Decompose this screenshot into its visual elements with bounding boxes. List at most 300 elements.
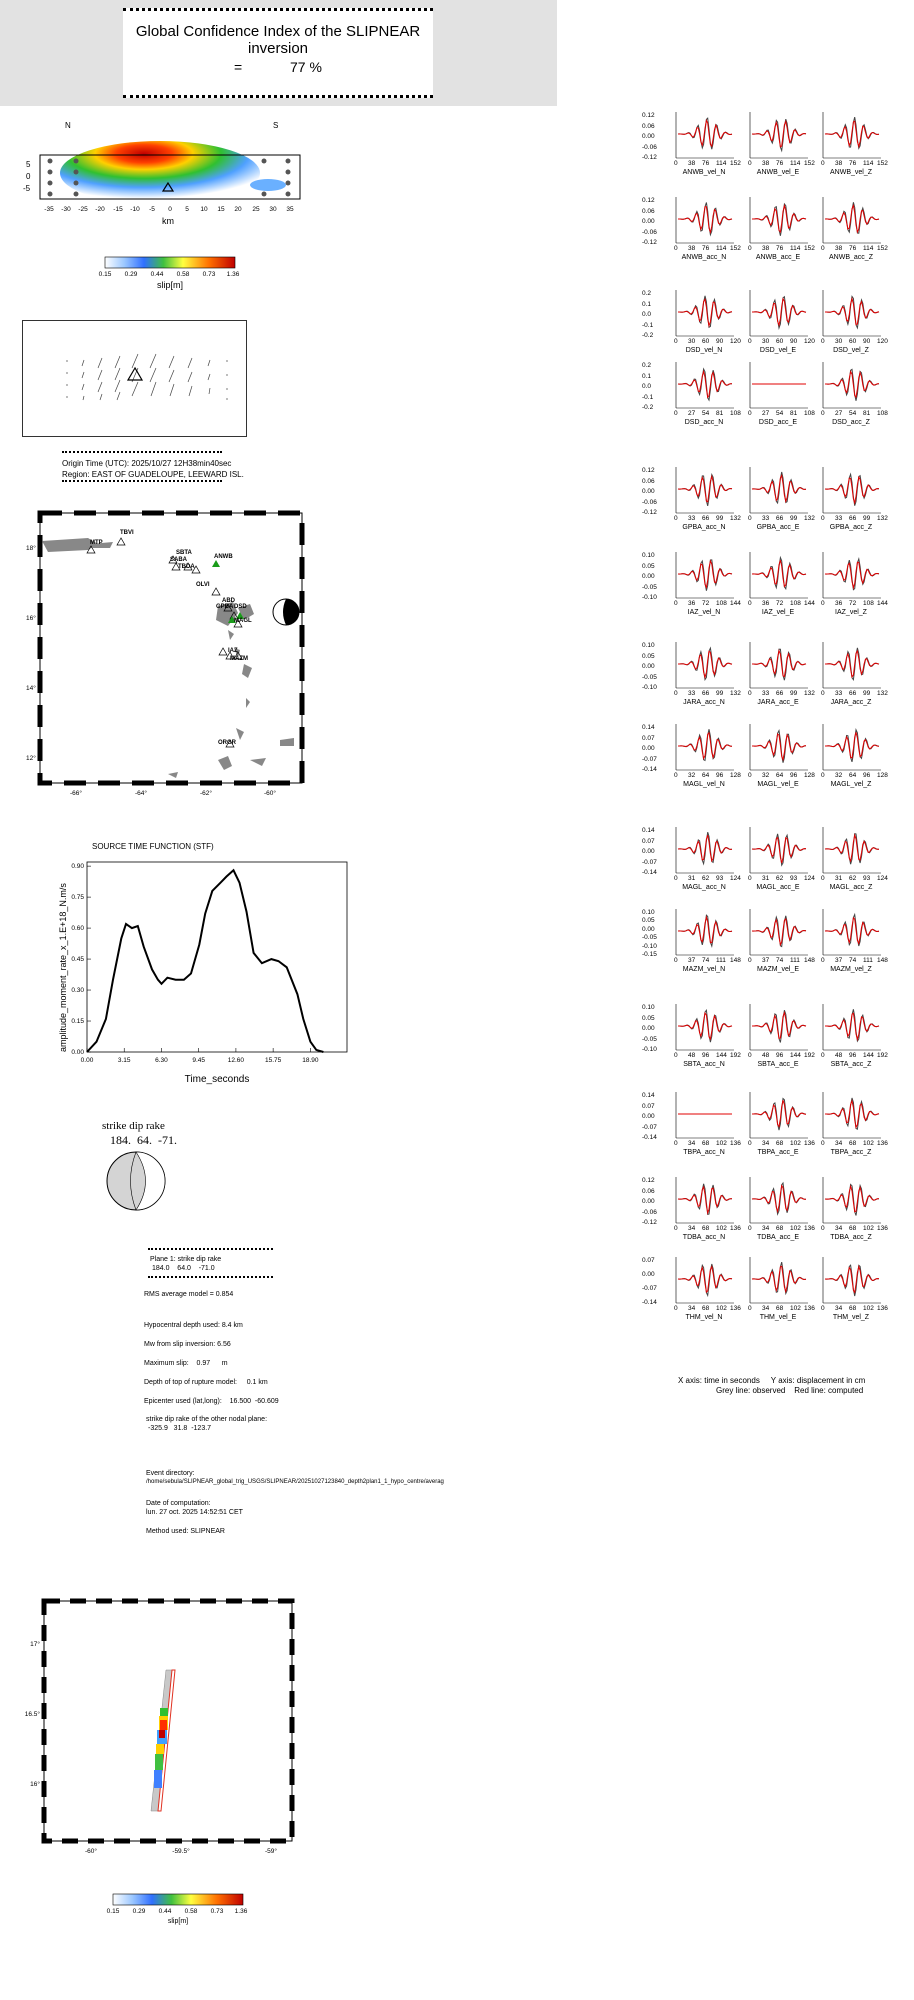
origin-time: Origin Time (UTC): 2025/10/27 12H38min40sec xyxy=(62,459,232,468)
waveform-xtick: 54 xyxy=(702,410,710,417)
waveform-xtick: 0 xyxy=(748,160,752,167)
method-used: Method used: SLIPNEAR xyxy=(146,1528,225,1535)
svg-text:MAZM: MAZM xyxy=(230,656,248,662)
waveform-ytick: 0.06 xyxy=(642,122,655,130)
waveform-label: MAZM_vel_Z xyxy=(830,966,872,973)
waveform-ytick: -0.1 xyxy=(642,321,654,329)
svg-text:-66°: -66° xyxy=(70,790,82,797)
waveform-xtick: 0 xyxy=(821,875,825,882)
svg-text:-5: -5 xyxy=(23,184,31,193)
svg-text:25: 25 xyxy=(252,206,260,213)
waveform-ytick: 0.14 xyxy=(642,827,655,834)
computed-trace xyxy=(752,299,806,325)
waveform-xtick: 114 xyxy=(863,160,874,167)
svg-text:-62°: -62° xyxy=(200,790,212,797)
waveform-xtick: 74 xyxy=(702,957,710,964)
waveform-xtick: 114 xyxy=(790,245,801,252)
slip-colorbar xyxy=(100,255,250,295)
waveform-label: MAGL_acc_E xyxy=(756,884,800,891)
svg-text:20: 20 xyxy=(234,206,242,213)
waveform-label: IAZ_vel_Z xyxy=(835,609,867,616)
waveform-xtick: 0 xyxy=(674,1225,678,1232)
waveform-xtick: 0 xyxy=(674,600,678,607)
waveform-label: GPBA_acc_N xyxy=(682,524,726,531)
slip-map-south-label: S xyxy=(273,121,279,130)
waveform-xtick: 102 xyxy=(790,1140,801,1147)
waveform-xtick: 90 xyxy=(790,338,798,345)
svg-text:1.36: 1.36 xyxy=(234,1908,248,1915)
waveform-ytick: 0.00 xyxy=(642,488,655,495)
svg-text:10: 10 xyxy=(200,206,208,213)
waveform-xtick: 148 xyxy=(730,957,741,964)
waveform-xtick: 192 xyxy=(730,1052,741,1059)
waveform-ytick: -0.10 xyxy=(642,594,657,601)
waveform-xtick: 99 xyxy=(790,515,798,522)
computed-trace xyxy=(678,733,732,759)
computed-trace xyxy=(678,651,732,677)
svg-text:IAZ: IAZ xyxy=(228,648,238,654)
waveform-xtick: 0 xyxy=(674,690,678,697)
waveform-xtick: 0 xyxy=(748,957,752,964)
waveform-ytick: 0.05 xyxy=(642,562,655,570)
waveform-panel xyxy=(674,110,736,160)
computed-trace xyxy=(752,1266,806,1291)
svg-text:MTP: MTP xyxy=(90,540,103,546)
waveform-ytick: -0.12 xyxy=(642,509,657,516)
stf-xlabel: Time_seconds xyxy=(184,1074,250,1085)
waveform-ytick: -0.14 xyxy=(642,1134,657,1141)
waveform-ytick: 0.00 xyxy=(642,1198,655,1205)
waveform-xtick: 90 xyxy=(863,338,871,345)
waveform-label: SBTA_acc_E xyxy=(757,1061,799,1068)
waveform-xtick: 0 xyxy=(748,690,752,697)
waveform-ytick: -0.06 xyxy=(642,1208,657,1216)
stf-xtick-label: 12.60 xyxy=(227,1057,245,1064)
waveform-panel xyxy=(748,550,810,600)
waveform-label: ANWB_vel_N xyxy=(682,169,726,176)
other-plane-label: strike dip rake of the other nodal plane: xyxy=(146,1416,268,1423)
svg-text:0.58: 0.58 xyxy=(176,271,190,278)
waveform-xtick: 36 xyxy=(835,600,843,607)
svg-text:16°: 16° xyxy=(30,1781,40,1788)
waveform-ytick: 0.0 xyxy=(642,383,652,390)
waveform-xtick: 192 xyxy=(877,1052,888,1059)
waveform-xtick: 102 xyxy=(790,1225,801,1232)
svg-text:-35: -35 xyxy=(44,206,54,213)
waveform-xtick: 152 xyxy=(877,160,888,167)
waveform-xtick: 152 xyxy=(877,245,888,252)
waveform-panel xyxy=(748,360,810,410)
waveform-xtick: 144 xyxy=(716,1052,727,1059)
waveform-xtick: 120 xyxy=(877,338,888,345)
computed-trace xyxy=(752,734,806,760)
waveform-xtick: 144 xyxy=(804,600,815,607)
waveform-xtick: 0 xyxy=(674,1140,678,1147)
waveform-xtick: 38 xyxy=(688,245,696,252)
svg-text:-20: -20 xyxy=(95,206,105,213)
mw-value: Mw from slip inversion: 6.56 xyxy=(144,1341,231,1348)
waveform-ytick: 0.00 xyxy=(642,1271,655,1278)
waveform-ytick: 0.07 xyxy=(642,734,655,742)
waveform-ytick: 0.00 xyxy=(642,745,655,752)
waveform-xtick: 64 xyxy=(849,772,857,779)
waveform-xtick: 114 xyxy=(716,245,727,252)
waveform-label: THM_vel_Z xyxy=(832,1314,870,1321)
waveform-xtick: 0 xyxy=(674,1052,678,1059)
waveform-xtick: 74 xyxy=(776,957,784,964)
waveform-xtick: 76 xyxy=(849,160,857,167)
svg-text:5: 5 xyxy=(185,206,189,213)
waveform-panel xyxy=(674,825,736,875)
waveform-label: JARA_acc_N xyxy=(683,699,725,706)
waveform-ytick: 0.10 xyxy=(642,909,655,916)
waveform-xtick: 152 xyxy=(804,160,815,167)
waveform-ytick: -0.07 xyxy=(642,755,657,763)
waveform-xtick: 76 xyxy=(776,245,784,252)
waveform-ytick: 0.10 xyxy=(642,642,655,649)
waveform-xtick: 102 xyxy=(863,1225,874,1232)
waveform-panel xyxy=(674,640,736,690)
svg-text:0.73: 0.73 xyxy=(202,271,216,278)
mechanism-values: 184. 64. -71. xyxy=(110,1133,177,1147)
top-depth: Depth of top of rupture model: 0.1 km xyxy=(144,1379,268,1386)
waveform-xtick: 0 xyxy=(674,875,678,882)
svg-text:30: 30 xyxy=(269,206,277,213)
waveform-xtick: 64 xyxy=(702,772,710,779)
svg-text:OLVI: OLVI xyxy=(196,582,210,588)
waveform-label: DSD_vel_Z xyxy=(833,347,869,354)
waveform-xtick: 0 xyxy=(748,245,752,252)
waveform-label: MAGL_vel_Z xyxy=(830,781,872,788)
waveform-panel xyxy=(821,195,883,245)
computed-trace xyxy=(825,121,879,146)
waveform-xtick: 0 xyxy=(821,160,825,167)
waveform-ytick: -0.1 xyxy=(642,393,654,401)
waveform-label: MAGL_vel_N xyxy=(683,781,725,788)
waveform-xtick: 0 xyxy=(674,410,678,417)
waveform-label: MAGL_acc_Z xyxy=(829,884,873,891)
waveform-xtick: 68 xyxy=(776,1225,784,1232)
waveform-xtick: 34 xyxy=(688,1140,696,1147)
waveform-xtick: 0 xyxy=(821,1305,825,1312)
waveform-xtick: 132 xyxy=(804,515,815,522)
waveform-xtick: 27 xyxy=(688,410,696,417)
waveform-xtick: 136 xyxy=(804,1140,815,1147)
waveform-xtick: 120 xyxy=(730,338,741,345)
waveform-ytick: -0.05 xyxy=(642,1035,657,1043)
waveform-xtick: 99 xyxy=(790,690,798,697)
waveform-label: IAZ_vel_E xyxy=(761,609,795,616)
waveform-label: MAGL_vel_E xyxy=(757,781,799,788)
waveform-label: DSD_acc_Z xyxy=(832,419,870,426)
waveform-label: MAGL_acc_N xyxy=(682,884,726,891)
waveform-xtick: 114 xyxy=(790,160,801,167)
computed-trace xyxy=(678,372,732,398)
svg-text:0.29: 0.29 xyxy=(132,1908,146,1915)
waveform-ytick: -0.06 xyxy=(642,228,657,236)
waveform-ytick: 0.12 xyxy=(642,1177,655,1184)
waveform-ytick: 0.00 xyxy=(642,1113,655,1120)
waveform-panel xyxy=(674,195,736,245)
waveform-ytick: 0.07 xyxy=(642,837,655,845)
waveform-xtick: 68 xyxy=(776,1305,784,1312)
waveform-xtick: 38 xyxy=(762,245,770,252)
waveform-label: JARA_acc_E xyxy=(757,699,799,706)
waveform-ytick: 0.06 xyxy=(642,207,655,215)
waveform-xtick: 93 xyxy=(716,875,724,882)
waveform-xtick: 34 xyxy=(688,1305,696,1312)
fault-map xyxy=(18,1598,298,1860)
waveform-xtick: 0 xyxy=(748,338,752,345)
waveform-xtick: 0 xyxy=(821,957,825,964)
waveform-xtick: 66 xyxy=(702,690,710,697)
observed-trace xyxy=(752,649,806,680)
waveform-panel xyxy=(821,1002,883,1052)
waveform-label: DSD_acc_N xyxy=(684,419,724,426)
stf-plot-area xyxy=(87,862,347,1052)
waveform-ytick: 0.1 xyxy=(642,300,652,308)
waveform-ytick: -0.10 xyxy=(642,1046,657,1053)
waveform-ytick: 0.07 xyxy=(642,1102,655,1110)
computed-trace xyxy=(825,206,879,233)
waveform-xtick: 132 xyxy=(877,515,888,522)
waveform-xtick: 96 xyxy=(776,1052,784,1059)
waveform-panel xyxy=(821,722,883,772)
stf-title: SOURCE TIME FUNCTION (STF) xyxy=(92,842,214,851)
waveform-xtick: 72 xyxy=(702,600,710,607)
waveform-xtick: 81 xyxy=(863,410,871,417)
waveform-ytick: -0.06 xyxy=(642,498,657,506)
waveform-xtick: 74 xyxy=(849,957,857,964)
waveform-panel xyxy=(674,550,736,600)
stf-ylabel: amplitude_moment_rate_x_1.E+18_N.m/s xyxy=(58,883,68,1052)
waveform-xtick: 31 xyxy=(762,875,770,882)
waveform-ytick: 0.07 xyxy=(642,1257,655,1264)
waveform-label: MAZM_vel_E xyxy=(756,966,799,973)
svg-text:ABD: ABD xyxy=(222,598,235,604)
waveform-ytick: -0.14 xyxy=(642,766,657,773)
waveform-ytick: 0.06 xyxy=(642,1187,655,1195)
waveform-panel xyxy=(674,1255,736,1305)
waveform-label: ANWB_acc_Z xyxy=(829,254,873,261)
waveform-panel xyxy=(674,288,736,338)
waveform-xtick: 111 xyxy=(863,957,873,964)
stf-xtick-label: 3.15 xyxy=(117,1057,131,1064)
waveform-xtick: 34 xyxy=(688,1225,696,1232)
waveform-label: TDBA_acc_Z xyxy=(830,1234,872,1241)
waveform-label: TDBA_acc_E xyxy=(756,1234,800,1241)
waveform-ytick: -0.06 xyxy=(642,143,657,151)
slip-vector-map xyxy=(22,320,248,438)
waveform-xtick: 34 xyxy=(762,1305,770,1312)
date-value: lun. 27 oct. 2025 14:52:51 CET xyxy=(146,1509,243,1516)
waveform-ytick: -0.10 xyxy=(642,684,657,691)
waveform-xtick: 27 xyxy=(762,410,770,417)
waveform-xtick: 62 xyxy=(776,875,784,882)
waveform-xtick: 66 xyxy=(849,515,857,522)
waveform-panel xyxy=(821,465,883,515)
waveform-xtick: 108 xyxy=(863,600,874,607)
waveform-xtick: 33 xyxy=(762,690,770,697)
waveform-xtick: 76 xyxy=(702,245,710,252)
waveform-label: ANWB_vel_Z xyxy=(829,169,872,176)
waveform-panel xyxy=(674,1175,736,1225)
waveform-xtick: 0 xyxy=(821,772,825,779)
svg-text:-60°: -60° xyxy=(264,790,276,797)
waveform-xtick: 102 xyxy=(863,1140,874,1147)
waveform-xtick: 136 xyxy=(877,1225,888,1232)
waveform-xtick: 108 xyxy=(877,410,888,417)
epicenter: Epicenter used (lat,long): 16.500 -60.609 xyxy=(144,1398,279,1405)
hypocentral-depth: Hypocentral depth used: 8.4 km xyxy=(144,1322,243,1329)
waveform-xtick: 0 xyxy=(748,1305,752,1312)
waveform-ytick: 0.12 xyxy=(642,197,655,204)
waveform-xtick: 0 xyxy=(748,1225,752,1232)
waveform-ytick: 0.00 xyxy=(642,848,655,855)
waveform-xtick: 66 xyxy=(776,690,784,697)
computed-trace xyxy=(752,1186,806,1212)
waveform-xtick: 93 xyxy=(863,875,871,882)
waveform-panel xyxy=(674,722,736,772)
waveform-xtick: 102 xyxy=(863,1305,874,1312)
svg-text:0.15: 0.15 xyxy=(98,271,112,278)
waveform-xtick: 132 xyxy=(730,690,741,697)
plane1-header: Plane 1: strike dip rake xyxy=(150,1256,222,1263)
waveform-xtick: 96 xyxy=(716,772,724,779)
waveform-ytick: 0.14 xyxy=(642,1092,655,1099)
waveform-ytick: 0.00 xyxy=(642,1025,655,1032)
waveform-xtick: 111 xyxy=(790,957,800,964)
waveform-xtick: 68 xyxy=(849,1225,857,1232)
waveform-xtick: 60 xyxy=(849,338,857,345)
observed-trace xyxy=(678,369,732,400)
waveform-xtick: 31 xyxy=(688,875,696,882)
slip-map-north-label: N xyxy=(65,121,71,130)
waveform-xtick: 144 xyxy=(863,1052,874,1059)
waveform-xtick: 38 xyxy=(762,160,770,167)
date-label: Date of computation: xyxy=(146,1500,211,1507)
waveform-ytick: 0.05 xyxy=(642,917,655,925)
waveform-xtick: 0 xyxy=(748,1052,752,1059)
waveform-ytick: -0.07 xyxy=(642,1285,657,1292)
waveform-xtick: 32 xyxy=(835,772,843,779)
waveform-xtick: 37 xyxy=(688,957,696,964)
observed-trace xyxy=(825,1184,879,1215)
observed-trace xyxy=(752,1183,806,1214)
waveform-panel xyxy=(674,1002,736,1052)
waveform-xtick: 136 xyxy=(804,1305,815,1312)
waveform-panel xyxy=(821,1255,883,1305)
waveform-xtick: 90 xyxy=(716,338,724,345)
waveform-xtick: 54 xyxy=(776,410,784,417)
waveform-panel xyxy=(748,1175,810,1225)
computed-trace xyxy=(825,299,879,325)
event-directory-label: Event directory: xyxy=(146,1470,195,1477)
waveform-panel xyxy=(674,907,736,957)
waveform-xtick: 108 xyxy=(716,600,727,607)
svg-text:slip[m]: slip[m] xyxy=(167,1918,189,1925)
waveform-ytick: -0.12 xyxy=(642,154,657,161)
stf-ytick-label: 0.45 xyxy=(71,956,84,964)
waveform-xtick: 102 xyxy=(716,1140,727,1147)
waveform-panel xyxy=(748,907,810,957)
svg-text:0.58: 0.58 xyxy=(184,1908,198,1915)
waveform-panel xyxy=(821,1175,883,1225)
waveform-xtick: 32 xyxy=(762,772,770,779)
max-slip: Maximum slip: 0.97 m xyxy=(144,1360,228,1367)
stf-ytick-label: 0.15 xyxy=(71,1018,84,1026)
slip-map xyxy=(20,145,310,240)
waveform-xtick: 0 xyxy=(821,245,825,252)
waveform-xtick: 0 xyxy=(748,1140,752,1147)
waveform-label: TBPA_acc_Z xyxy=(830,1149,872,1156)
waveform-ytick: 0.12 xyxy=(642,467,655,474)
waveform-xtick: 0 xyxy=(748,875,752,882)
svg-text:-5: -5 xyxy=(149,206,155,213)
waveform-xtick: 192 xyxy=(804,1052,815,1059)
svg-text:ANWB: ANWB xyxy=(214,554,233,560)
rms-average: RMS average model = 0.854 xyxy=(144,1291,234,1298)
waveform-xtick: 0 xyxy=(821,600,825,607)
waveform-label: IAZ_vel_N xyxy=(687,609,721,616)
waveform-xtick: 62 xyxy=(849,875,857,882)
svg-text:0.44: 0.44 xyxy=(158,1908,172,1915)
waveform-xtick: 60 xyxy=(776,338,784,345)
waveform-label: DSD_acc_E xyxy=(758,419,798,426)
waveform-ytick: 0.10 xyxy=(642,1004,655,1011)
waveform-xtick: 60 xyxy=(702,338,710,345)
waveform-label: MAZM_vel_N xyxy=(682,966,726,973)
waveform-xtick: 76 xyxy=(776,160,784,167)
waveform-xtick: 132 xyxy=(804,690,815,697)
waveform-xtick: 136 xyxy=(730,1225,741,1232)
computed-trace xyxy=(752,122,806,147)
waveform-panel xyxy=(821,360,883,410)
waveform-xtick: 136 xyxy=(877,1140,888,1147)
waveform-panel xyxy=(748,1090,810,1140)
waveform-ytick: 0.00 xyxy=(642,573,655,580)
svg-text:5: 5 xyxy=(26,160,31,169)
mechanism-header: strike dip rake xyxy=(102,1120,165,1132)
waveform-label: THM_vel_N xyxy=(685,1314,723,1321)
waveform-xtick: 132 xyxy=(730,515,741,522)
computed-trace xyxy=(825,732,879,758)
waveform-xtick: 66 xyxy=(849,690,857,697)
waveform-xtick: 81 xyxy=(790,410,798,417)
slip-map-xlabel: km xyxy=(162,216,174,226)
waveform-xtick: 144 xyxy=(877,600,888,607)
svg-text:MAGL: MAGL xyxy=(234,618,252,624)
waveform-xtick: 102 xyxy=(716,1305,727,1312)
waveform-xtick: 30 xyxy=(835,338,843,345)
waveform-xtick: 136 xyxy=(730,1305,741,1312)
waveform-label: ANWB_vel_E xyxy=(756,169,800,176)
svg-text:slip[m]: slip[m] xyxy=(156,280,184,290)
observed-trace xyxy=(678,648,732,680)
svg-text:-15: -15 xyxy=(113,206,123,213)
origin-region: Region: EAST OF GUADELOUPE, LEEWARD ISL. xyxy=(62,470,244,479)
computed-trace xyxy=(825,1267,879,1293)
waveform-ytick: -0.05 xyxy=(642,583,657,591)
waveform-panel xyxy=(748,640,810,690)
waveform-xtick: 31 xyxy=(835,875,843,882)
waveform-panel xyxy=(674,1090,736,1140)
waveform-xtick: 72 xyxy=(776,600,784,607)
waveform-label: TDBA_acc_N xyxy=(682,1234,726,1241)
waveform-xtick: 124 xyxy=(804,875,815,882)
waveform-panel xyxy=(821,825,883,875)
waveform-xtick: 93 xyxy=(790,875,798,882)
